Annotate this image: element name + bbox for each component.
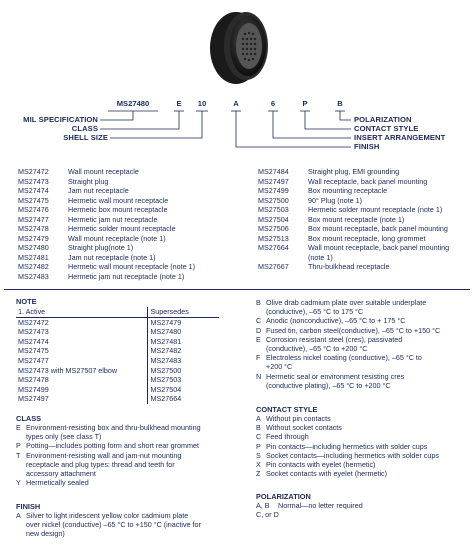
product-code: MS27477 (18, 214, 49, 224)
product-code: MS27473 (18, 176, 49, 186)
list-item (258, 186, 449, 196)
list-item (18, 205, 195, 215)
item-key: X (256, 460, 261, 470)
product-desc: Thru-bulkhead receptacle (308, 262, 390, 272)
table-row (16, 356, 219, 366)
item-text: Without pin contacts (266, 414, 331, 423)
item-key: P (16, 441, 21, 451)
polarization-title: POLARIZATION (256, 492, 311, 501)
list-item (16, 478, 241, 487)
list-item (16, 423, 241, 441)
product-desc: Hermetic solder mount receptacle (note 1) (308, 205, 443, 215)
item-key: E (256, 334, 261, 344)
product-code: MS27506 (258, 224, 289, 234)
list-item (18, 234, 195, 244)
list-item (18, 167, 195, 177)
table-cell: MS27474 (18, 336, 49, 346)
table-cell: MS27481 (147, 337, 219, 347)
item-key: S (256, 450, 261, 460)
item-text: Without socket contacts (266, 423, 342, 433)
list-item (258, 177, 449, 187)
item-text: Normal—no letter required (278, 501, 363, 510)
product-code: MS27482 (18, 262, 49, 272)
product-desc: Box mounting receptacle (308, 186, 388, 196)
item-key: A (256, 414, 261, 423)
item-text: over nickel (conductive) –65 °C to +150 °C (inactive for (26, 520, 201, 530)
table-row (16, 366, 219, 376)
column-header-active: 1. Active (16, 307, 147, 317)
table-cell: MS27475 (18, 346, 49, 356)
list-item (258, 253, 449, 263)
product-desc: Wall receptacle, back panel mounting (308, 176, 428, 186)
product-list-left (18, 167, 195, 282)
section-divider (4, 289, 470, 290)
list-item (18, 253, 195, 263)
item-text: receptacle and plug types: thread and teeth for (26, 459, 175, 469)
product-code: MS27499 (258, 186, 289, 196)
list-item (258, 215, 449, 225)
table-header-row (16, 307, 219, 317)
list-item (256, 501, 472, 510)
product-code: MS27667 (258, 262, 289, 272)
item-text: (conductive plating), –65 °C to +200 °C (266, 380, 391, 390)
item-key: Z (256, 469, 261, 479)
list-item (258, 243, 449, 253)
list-item (18, 272, 195, 282)
item-key: C (256, 316, 262, 326)
note-title: NOTE (16, 297, 37, 306)
item-text: Electroless nickel coating (conductive), –65 °C to (266, 353, 422, 363)
item-text: Pin contacts—including hermetics with solder cups (266, 441, 428, 451)
table-cell: MS27664 (147, 394, 219, 404)
item-text: accessory attachment (26, 469, 96, 479)
table-cell: MS27497 (18, 394, 49, 404)
product-code: MS27664 (258, 243, 289, 253)
list-item (18, 196, 195, 206)
list-item (16, 441, 241, 450)
table-cell: MS27473 (18, 327, 49, 337)
item-text: types only (see class T) (26, 432, 102, 442)
table-row (16, 394, 219, 404)
label-mil-spec: MIL SPECIFICATION (23, 115, 98, 124)
table-cell: MS27472 (18, 317, 49, 327)
product-code: MS27474 (18, 186, 49, 196)
supersedes-table (16, 307, 219, 404)
table-cell: MS27477 (18, 355, 49, 365)
product-desc: Jam nut receptacle (note 1) (68, 252, 156, 262)
item-key: A (16, 511, 21, 520)
finish-section (16, 502, 241, 539)
product-code: MS27503 (258, 205, 289, 215)
finish-title: FINISH (16, 502, 41, 511)
list-item (258, 196, 449, 206)
list-item (18, 224, 195, 234)
item-key: B (256, 423, 261, 433)
item-text: Anodic (nonconductive), –65 °C to + 175 °C (266, 316, 406, 326)
list-item (258, 262, 449, 272)
product-desc: Wall mount receptacle, back panel mounting (308, 243, 450, 253)
contact-style-title: CONTACT STYLE (256, 405, 318, 414)
item-text: Pin contacts with eyelet (hermetic) (266, 460, 376, 470)
list-item (16, 511, 241, 539)
list-item (256, 372, 472, 390)
list-item (18, 215, 195, 225)
class-section (16, 414, 241, 487)
product-code: MS27504 (258, 214, 289, 224)
table-cell: MS27482 (147, 346, 219, 356)
polarization-section (256, 492, 472, 519)
table-row (16, 375, 219, 385)
product-code: MS27476 (18, 205, 49, 215)
list-item (256, 298, 472, 316)
label-contact-style: CONTACT STYLE (354, 124, 419, 133)
product-code: MS27497 (258, 176, 289, 186)
label-class: CLASS (71, 124, 98, 133)
product-code: MS27484 (258, 167, 289, 176)
item-key: C, or D (256, 510, 279, 520)
product-desc: Wall mount receptacle (note 1) (68, 233, 166, 243)
product-code: MS27472 (18, 167, 49, 176)
label-finish: FINISH (354, 142, 380, 151)
product-code: MS27500 (258, 195, 289, 205)
contact-style-section (256, 405, 472, 478)
product-desc: Straight plug (68, 176, 109, 186)
product-desc: Straight plug, EMI grounding (308, 167, 400, 176)
item-text: (conductive), –65 °C to +200 °C (266, 344, 368, 354)
list-item (256, 353, 472, 371)
table-cell: MS27499 (18, 384, 49, 394)
item-key: N (256, 371, 262, 381)
item-text: Olive drab cadmium plate over suitable underplate (266, 298, 427, 307)
list-item (256, 442, 472, 451)
item-text: Potting—includes potting form and short rear grommet (26, 441, 199, 451)
finish-continued-section (256, 298, 472, 390)
product-desc: Hermetic jam nut receptacle (68, 214, 158, 224)
list-item (18, 186, 195, 196)
item-text: Hermetically sealed (26, 478, 89, 488)
item-text: new design) (26, 529, 65, 539)
table-row (16, 317, 219, 327)
table-cell: MS27503 (147, 375, 219, 385)
table-row (16, 346, 219, 356)
pn-mil-spec: MS27480 (116, 99, 150, 108)
product-desc: (note 1) (308, 252, 333, 262)
table-cell: MS27478 (18, 375, 49, 385)
item-key: P (256, 441, 261, 451)
column-header-supersedes: Supersedes (147, 307, 219, 317)
list-item (18, 177, 195, 187)
item-key: D (256, 325, 262, 335)
list-item (18, 262, 195, 272)
item-text: Hermetic seal or environment resisting cres (266, 371, 405, 381)
list-item (256, 469, 472, 478)
pn-finish: A (233, 99, 239, 108)
product-desc: Straight plug(note 1) (68, 243, 134, 253)
item-key: F (256, 353, 261, 363)
pn-class: E (176, 99, 182, 108)
class-title: CLASS (16, 414, 42, 423)
item-text: Fused tin, carbon steel(conductive), –65 °C to +150 °C (266, 325, 441, 335)
product-desc: Box mount receptacle, long grommet (308, 233, 426, 243)
item-key: E (16, 423, 21, 432)
item-text: Socket contacts with eyelet (hermetic) (266, 469, 388, 479)
item-text: Feed through (266, 432, 309, 442)
table-cell: MS27479 (147, 317, 219, 327)
item-text: Socket contacts—including hermetics with solder cups (266, 450, 439, 460)
pn-polarization: B (337, 99, 343, 108)
product-code: MS27475 (18, 195, 49, 205)
item-text: Environment-resisting box and thru-bulkhead mounting (26, 423, 201, 432)
item-key: T (16, 450, 21, 460)
list-item (258, 205, 449, 215)
list-item (16, 451, 241, 479)
table-cell: MS27483 (147, 356, 219, 366)
list-item (258, 167, 449, 177)
product-code: MS27483 (18, 272, 49, 282)
list-item (256, 451, 472, 460)
list-item (256, 460, 472, 469)
table-cell: MS27504 (147, 385, 219, 395)
product-desc: Box mount receptacle (note 1) (308, 214, 405, 224)
table-cell: MS27473 with MS27507 elbow (18, 365, 118, 375)
item-text (296, 510, 472, 519)
product-desc: Hermetic jam nut receptacle (note 1) (68, 272, 185, 282)
list-item (256, 335, 472, 353)
list-item (256, 432, 472, 441)
product-desc: Jam nut receptacle (68, 186, 129, 196)
product-desc: Hermetic wall mount receptacle (note 1) (68, 262, 196, 272)
item-key: A, B (256, 501, 270, 510)
table-row (16, 385, 219, 395)
item-key: C (256, 432, 262, 442)
item-text: Corrosion resistant steel (cres), passivated (266, 334, 403, 344)
list-item (256, 316, 472, 325)
table-cell: MS27500 (147, 366, 219, 376)
product-list-right (258, 167, 449, 272)
pn-insert: 6 (270, 99, 276, 108)
product-desc: Hermetic wall mount receptacle (68, 195, 169, 205)
product-desc: Hermetic box mount receptacle (68, 205, 168, 215)
list-item (256, 414, 472, 423)
table-row (16, 337, 219, 347)
product-code: MS27481 (18, 252, 49, 262)
list-item (18, 243, 195, 253)
list-item (258, 224, 449, 234)
list-item (258, 234, 449, 244)
product-code: MS27513 (258, 233, 289, 243)
label-insert-arrangement: INSERT ARRANGEMENT (354, 133, 446, 142)
table-row (16, 327, 219, 337)
product-desc: Box mount receptacle, back panel mounting (308, 224, 448, 234)
list-item (256, 510, 472, 519)
pn-shell-size: 10 (197, 99, 207, 108)
product-code: MS27479 (18, 233, 49, 243)
list-item (256, 326, 472, 335)
item-text: (conductive), –65 °C to 175 °C (266, 307, 364, 317)
product-code: MS27478 (18, 224, 49, 234)
product-desc: Wall mount receptacle (68, 167, 139, 176)
product-code (258, 253, 308, 263)
label-polarization: POLARIZATION (354, 115, 412, 124)
product-code: MS27480 (18, 243, 49, 253)
item-key: B (256, 298, 261, 307)
table-cell: MS27480 (147, 327, 219, 337)
product-desc: 90° Plug (note 1) (308, 195, 363, 205)
item-text: Environment-resisting wall and jam-nut mounting (26, 450, 182, 460)
pn-contact: P (302, 99, 308, 108)
item-text: Silver to light iridescent yellow color cadmium plate (26, 511, 189, 520)
item-key: Y (16, 478, 21, 488)
list-item (256, 423, 472, 432)
product-desc: Hermetic solder mount receptacle (68, 224, 176, 234)
label-shell-size: SHELL SIZE (63, 133, 108, 142)
item-text: +200 °C (266, 362, 293, 372)
